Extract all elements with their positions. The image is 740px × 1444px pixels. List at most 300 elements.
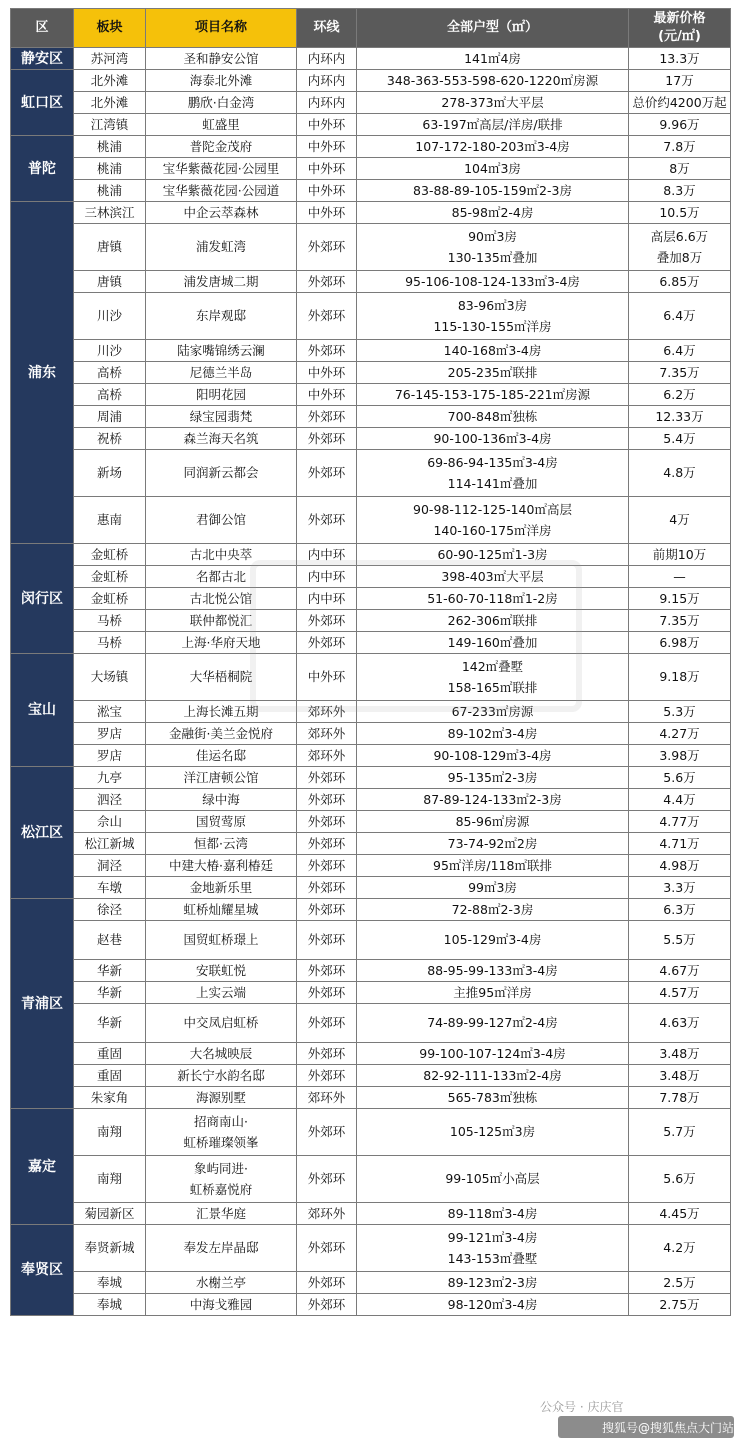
district-cell: 奉贤区 (11, 1225, 74, 1316)
price-cell-line: 5.7万 (663, 1124, 696, 1139)
price-cell-line: — (673, 568, 686, 584)
header-block: 板块 (74, 9, 146, 48)
header-district: 区 (11, 9, 74, 48)
table-row (11, 158, 731, 180)
unit-cell (357, 340, 629, 362)
ring-cell: 外郊环 (297, 497, 357, 544)
wechat-caption: 公众号 · 庆庆官 (540, 1400, 624, 1414)
price-cell-line: 9.15万 (659, 590, 700, 606)
project-cell-line: 古北悦公馆 (189, 590, 253, 606)
unit-cell-line: 85-98㎡2-4房 (451, 204, 534, 220)
block-cell: 菊园新区 (74, 1203, 146, 1225)
block-cell: 重固 (74, 1065, 146, 1087)
project-cell (146, 271, 297, 293)
project-cell-line: 绿宝园翡梵 (189, 408, 253, 424)
ring-cell: 中外环 (297, 158, 357, 180)
ring-cell: 外郊环 (297, 293, 357, 340)
price-cell-line: 13.3万 (659, 50, 700, 66)
unit-cell-line: 98-120㎡3-4房 (447, 1296, 538, 1312)
unit-cell (357, 1043, 629, 1065)
table-row (11, 1225, 731, 1272)
price-cell-line: 4.57万 (659, 984, 700, 1000)
ring-cell: 外郊环 (297, 833, 357, 855)
price-cell-line: 10.5万 (659, 204, 700, 220)
district-cell: 嘉定 (11, 1109, 74, 1225)
price-cell (629, 1043, 731, 1065)
unit-cell-line: 99-105㎡小高层 (445, 1171, 540, 1186)
unit-cell-line: 348-363-553-598-620-1220㎡房源 (386, 72, 599, 88)
block-cell: 奉城 (74, 1294, 146, 1316)
price-cell (629, 1087, 731, 1109)
project-cell (146, 723, 297, 745)
ring-cell: 外郊环 (297, 340, 357, 362)
block-cell: 罗店 (74, 723, 146, 745)
block-cell: 金虹桥 (74, 566, 146, 588)
project-cell-line: 象屿同进· (194, 1161, 248, 1176)
price-cell-line: 高层6.6万 (650, 229, 709, 244)
ring-cell: 中外环 (297, 114, 357, 136)
unit-cell (357, 362, 629, 384)
project-cell-line: 中企云萃森林 (183, 204, 259, 220)
unit-cell-line: 262-306㎡联排 (447, 612, 538, 628)
project-cell-line: 海源别墅 (195, 1089, 246, 1105)
project-cell (146, 921, 297, 960)
unit-cell-line: 565-783㎡独栋 (447, 1089, 538, 1105)
project-cell (146, 362, 297, 384)
price-cell (629, 1203, 731, 1225)
unit-cell-line: 72-88㎡2-3房 (451, 901, 534, 917)
project-cell-line: 佳运名邸 (195, 747, 246, 763)
ring-cell: 郊环外 (297, 745, 357, 767)
unit-cell-line: 99-100-107-124㎡3-4房 (419, 1045, 566, 1061)
block-cell: 重固 (74, 1043, 146, 1065)
price-cell (629, 202, 731, 224)
header-ring: 环线 (297, 9, 357, 48)
ring-cell: 外郊环 (297, 1065, 357, 1087)
project-cell (146, 877, 297, 899)
table-row (11, 180, 731, 202)
header-price-line2: (元/㎡) (658, 29, 701, 44)
price-cell (629, 1004, 731, 1043)
block-cell: 桃浦 (74, 136, 146, 158)
price-cell-line: 9.96万 (659, 116, 700, 132)
table-row (11, 340, 731, 362)
unit-cell-line: 83-88-89-105-159㎡2-3房 (413, 182, 572, 198)
price-cell (629, 224, 731, 271)
project-cell-line: 浦发唐城二期 (183, 273, 259, 289)
unit-cell (357, 1109, 629, 1156)
block-cell: 苏河湾 (74, 48, 146, 70)
price-cell (629, 811, 731, 833)
price-cell-line: 9.18万 (659, 669, 700, 684)
unit-cell-line: 51-60-70-118㎡1-2房 (427, 590, 558, 606)
project-cell (146, 136, 297, 158)
ring-cell: 外郊环 (297, 811, 357, 833)
unit-cell (357, 1156, 629, 1203)
block-cell: 北外滩 (74, 92, 146, 114)
header-price-line1: 最新价格 (653, 11, 706, 26)
project-cell-line: 安联虹悦 (195, 962, 246, 978)
table-row (11, 48, 731, 70)
project-cell-line: 海泰北外滩 (189, 72, 253, 88)
price-cell-line: 4.4万 (663, 791, 696, 807)
ring-cell: 外郊环 (297, 1109, 357, 1156)
project-cell (146, 960, 297, 982)
project-cell-line: 国贸虹桥璟上 (183, 932, 259, 947)
ring-cell: 中外环 (297, 202, 357, 224)
price-cell-line: 4.77万 (659, 813, 700, 829)
price-cell-line: 总价约4200万起 (632, 94, 727, 110)
project-cell (146, 224, 297, 271)
ring-cell: 内中环 (297, 588, 357, 610)
price-cell (629, 340, 731, 362)
unit-cell-line: 74-89-99-127㎡2-4房 (427, 1015, 558, 1030)
project-cell (146, 1109, 297, 1156)
project-cell-line: 联仲都悦汇 (189, 612, 253, 628)
unit-cell (357, 723, 629, 745)
ring-cell: 郊环外 (297, 701, 357, 723)
price-cell-line: 3.3万 (663, 879, 696, 895)
project-cell-line: 金地新乐里 (189, 879, 253, 895)
ring-cell: 内环内 (297, 70, 357, 92)
table-row (11, 1156, 731, 1203)
project-cell-line: 宝华紫薇花园·公园道 (162, 182, 280, 198)
unit-cell (357, 384, 629, 406)
project-cell (146, 1156, 297, 1203)
unit-cell-line: 99-121㎡3-4房 (447, 1230, 538, 1245)
table-row (11, 833, 731, 855)
price-cell (629, 136, 731, 158)
table-row (11, 1294, 731, 1316)
price-cell (629, 180, 731, 202)
project-cell-line: 上实云端 (195, 984, 246, 1000)
ring-cell: 外郊环 (297, 1156, 357, 1203)
district-cell: 浦东 (11, 202, 74, 544)
price-cell (629, 701, 731, 723)
price-cell-line: 叠加8万 (656, 250, 703, 265)
header-project: 项目名称 (146, 9, 297, 48)
project-cell-line: 国贸莺原 (195, 813, 246, 829)
project-cell-line: 同润新云都会 (183, 465, 259, 480)
ring-cell: 外郊环 (297, 224, 357, 271)
project-cell-line: 中建大椿·嘉利椿廷 (169, 857, 273, 873)
price-cell (629, 428, 731, 450)
unit-cell (357, 745, 629, 767)
block-cell: 大场镇 (74, 654, 146, 701)
project-cell-line: 大华梧桐院 (189, 669, 253, 684)
price-cell (629, 745, 731, 767)
ring-cell: 外郊环 (297, 406, 357, 428)
unit-cell-line: 73-74-92㎡2房 (447, 835, 538, 851)
block-cell: 九亭 (74, 767, 146, 789)
price-cell-line: 8万 (669, 160, 690, 176)
district-cell: 静安区 (11, 48, 74, 70)
project-cell-line: 虹桥璀璨领峯 (183, 1135, 259, 1150)
ring-cell: 郊环外 (297, 723, 357, 745)
table-row (11, 70, 731, 92)
project-cell-line: 新长宁水韵名邸 (177, 1067, 265, 1083)
unit-cell-line: 85-96㎡房源 (455, 813, 530, 829)
ring-cell: 中外环 (297, 362, 357, 384)
block-cell: 徐泾 (74, 899, 146, 921)
project-cell (146, 1225, 297, 1272)
block-cell: 高桥 (74, 362, 146, 384)
project-cell-line: 阳明花园 (195, 386, 246, 402)
price-cell-line: 17万 (665, 72, 694, 88)
ring-cell: 外郊环 (297, 1272, 357, 1294)
unit-cell-line: 105-125㎡3房 (449, 1124, 536, 1139)
unit-cell-line: 114-141㎡叠加 (447, 476, 538, 491)
table-row (11, 767, 731, 789)
unit-cell-line: 90-98-112-125-140㎡高层 (413, 502, 572, 517)
price-cell (629, 1294, 731, 1316)
price-cell-line: 6.85万 (659, 273, 700, 289)
block-cell: 桃浦 (74, 180, 146, 202)
unit-cell (357, 1225, 629, 1272)
project-cell (146, 1203, 297, 1225)
unit-cell-line: 89-102㎡3-4房 (447, 725, 538, 741)
table-row (11, 855, 731, 877)
price-cell-line: 3.98万 (659, 747, 700, 763)
table-row (11, 899, 731, 921)
block-cell: 松江新城 (74, 833, 146, 855)
price-cell (629, 789, 731, 811)
project-cell-line: 奉发左岸晶邸 (183, 1240, 259, 1255)
unit-cell (357, 811, 629, 833)
unit-cell-line: 140-160-175㎡洋房 (433, 523, 552, 538)
block-cell: 桃浦 (74, 158, 146, 180)
price-cell (629, 610, 731, 632)
price-cell-line: 8.3万 (663, 182, 696, 198)
project-cell (146, 202, 297, 224)
table-row (11, 745, 731, 767)
block-cell: 奉贤新城 (74, 1225, 146, 1272)
project-cell-line: 陆家嘴锦绣云澜 (177, 342, 265, 358)
project-cell-line: 君御公馆 (195, 512, 246, 527)
unit-cell (357, 1004, 629, 1043)
unit-cell (357, 293, 629, 340)
price-cell-line: 4.67万 (659, 962, 700, 978)
price-cell-line: 4.63万 (659, 1015, 700, 1030)
project-cell (146, 70, 297, 92)
ring-cell: 郊环外 (297, 1203, 357, 1225)
ring-cell: 外郊环 (297, 428, 357, 450)
unit-cell (357, 899, 629, 921)
block-cell: 唐镇 (74, 271, 146, 293)
block-cell: 马桥 (74, 632, 146, 654)
price-cell-line: 5.4万 (663, 430, 696, 446)
price-cell (629, 1109, 731, 1156)
unit-cell (357, 833, 629, 855)
ring-cell: 外郊环 (297, 1225, 357, 1272)
header-unit: 全部户型（㎡） (357, 9, 629, 48)
project-cell-line: 招商南山· (194, 1114, 248, 1129)
table-row (11, 406, 731, 428)
ring-cell: 外郊环 (297, 271, 357, 293)
ring-cell: 外郊环 (297, 767, 357, 789)
price-cell (629, 899, 731, 921)
unit-cell (357, 1087, 629, 1109)
table-row (11, 1109, 731, 1156)
project-cell-line: 洋江唐顿公馆 (183, 769, 259, 785)
price-cell-line: 6.4万 (663, 308, 696, 323)
unit-cell (357, 158, 629, 180)
unit-cell (357, 960, 629, 982)
project-cell-line: 中海戈雅园 (189, 1296, 253, 1312)
block-cell: 华新 (74, 960, 146, 982)
price-cell-line: 3.48万 (659, 1045, 700, 1061)
table-row (11, 293, 731, 340)
unit-cell (357, 180, 629, 202)
price-cell-line: 7.35万 (659, 364, 700, 380)
footer-text: 搜狐号@搜狐焦点大门站 (601, 1420, 734, 1435)
table-row (11, 921, 731, 960)
unit-cell-line: 主推95㎡洋房 (453, 984, 532, 1000)
unit-cell (357, 48, 629, 70)
price-cell-line: 6.4万 (663, 342, 696, 358)
price-cell (629, 1225, 731, 1272)
block-cell: 奉城 (74, 1272, 146, 1294)
block-cell: 佘山 (74, 811, 146, 833)
watermark-logo (250, 560, 582, 712)
unit-cell-line: 278-373㎡大平层 (441, 94, 544, 110)
project-cell-line: 浦发虹湾 (195, 239, 246, 254)
project-cell (146, 180, 297, 202)
unit-cell-line: 76-145-153-175-185-221㎡房源 (394, 386, 591, 402)
ring-cell: 中外环 (297, 136, 357, 158)
price-cell-line: 3.48万 (659, 1067, 700, 1083)
ring-cell: 中外环 (297, 654, 357, 701)
table-row (11, 1203, 731, 1225)
unit-cell-line: 90㎡3房 (468, 229, 517, 244)
unit-cell (357, 497, 629, 544)
price-cell (629, 271, 731, 293)
project-cell-line: 虹桥嘉悦府 (189, 1182, 253, 1197)
district-cell: 普陀 (11, 136, 74, 202)
unit-cell-line: 205-235㎡联排 (447, 364, 538, 380)
table-row (11, 1065, 731, 1087)
table-row (11, 136, 731, 158)
block-cell: 新场 (74, 450, 146, 497)
project-cell (146, 745, 297, 767)
project-cell-line: 东岸观邸 (195, 308, 246, 323)
table-row (11, 428, 731, 450)
unit-cell-line: 130-135㎡叠加 (447, 250, 538, 265)
unit-cell-line: 105-129㎡3-4房 (443, 932, 542, 947)
project-cell (146, 833, 297, 855)
unit-cell-line: 90-108-129㎡3-4房 (433, 747, 552, 763)
project-cell (146, 48, 297, 70)
table-row (11, 384, 731, 406)
table-row (11, 271, 731, 293)
project-cell-line: 中交凤启虹桥 (183, 1015, 259, 1030)
ring-cell: 外郊环 (297, 877, 357, 899)
project-cell-line: 古北中央萃 (189, 546, 253, 562)
project-cell-line: 金融街·美兰金悦府 (169, 725, 273, 741)
project-cell (146, 767, 297, 789)
ring-cell: 中外环 (297, 180, 357, 202)
unit-cell-line: 83-96㎡3房 (457, 298, 528, 313)
price-cell-line: 2.5万 (663, 1274, 696, 1290)
unit-cell-line: 90-100-136㎡3-4房 (433, 430, 552, 446)
block-cell: 华新 (74, 982, 146, 1004)
price-cell-line: 7.35万 (659, 612, 700, 628)
ring-cell: 外郊环 (297, 450, 357, 497)
price-cell-line: 4.71万 (659, 835, 700, 851)
block-cell: 洞泾 (74, 855, 146, 877)
project-cell-line: 上海·华府天地 (181, 634, 261, 650)
project-cell (146, 428, 297, 450)
price-cell (629, 960, 731, 982)
unit-cell-line: 95-135㎡2-3房 (447, 769, 538, 785)
district-cell: 宝山 (11, 654, 74, 767)
block-cell: 华新 (74, 1004, 146, 1043)
project-cell-line: 虹盛里 (202, 116, 240, 132)
price-cell-line: 4.27万 (659, 725, 700, 741)
block-cell: 三林滨江 (74, 202, 146, 224)
footer-watermark (558, 1416, 734, 1438)
unit-cell (357, 92, 629, 114)
ring-cell: 内中环 (297, 544, 357, 566)
block-cell: 南翔 (74, 1156, 146, 1203)
project-cell-line: 水榭兰亭 (195, 1274, 246, 1290)
unit-cell-line: 99㎡3房 (468, 879, 517, 895)
project-cell-line: 绿中海 (202, 791, 240, 807)
unit-cell-line: 87-89-124-133㎡2-3房 (423, 791, 562, 807)
table-row (11, 723, 731, 745)
project-cell-line: 普陀金茂府 (189, 138, 253, 154)
project-cell (146, 1272, 297, 1294)
project-cell (146, 114, 297, 136)
price-cell (629, 497, 731, 544)
unit-cell (357, 1294, 629, 1316)
ring-cell: 外郊环 (297, 1043, 357, 1065)
unit-cell (357, 70, 629, 92)
table-row (11, 1272, 731, 1294)
table-row (11, 789, 731, 811)
unit-cell (357, 1203, 629, 1225)
ring-cell: 外郊环 (297, 921, 357, 960)
table-row (11, 1087, 731, 1109)
unit-cell-line: 67-233㎡房源 (451, 703, 534, 719)
project-cell-line: 尼德兰半岛 (189, 364, 253, 380)
price-cell (629, 1156, 731, 1203)
ring-cell: 外郊环 (297, 982, 357, 1004)
price-cell-line: 4.8万 (663, 465, 696, 480)
unit-cell (357, 271, 629, 293)
unit-cell-line: 89-123㎡2-3房 (447, 1274, 538, 1290)
project-cell (146, 497, 297, 544)
block-cell: 川沙 (74, 293, 146, 340)
block-cell: 金虹桥 (74, 588, 146, 610)
price-cell-line: 6.2万 (663, 386, 696, 402)
price-cell (629, 855, 731, 877)
table-row (11, 224, 731, 271)
project-cell (146, 855, 297, 877)
price-cell-line: 前期10万 (652, 546, 707, 562)
block-cell: 祝桥 (74, 428, 146, 450)
ring-cell: 外郊环 (297, 632, 357, 654)
unit-cell-line: 158-165㎡联排 (447, 680, 538, 695)
project-cell (146, 158, 297, 180)
unit-cell-line: 107-172-180-203㎡3-4房 (415, 138, 570, 154)
unit-cell (357, 1272, 629, 1294)
table-row (11, 960, 731, 982)
price-cell (629, 632, 731, 654)
price-cell-line: 4.98万 (659, 857, 700, 873)
price-cell (629, 406, 731, 428)
project-cell (146, 899, 297, 921)
